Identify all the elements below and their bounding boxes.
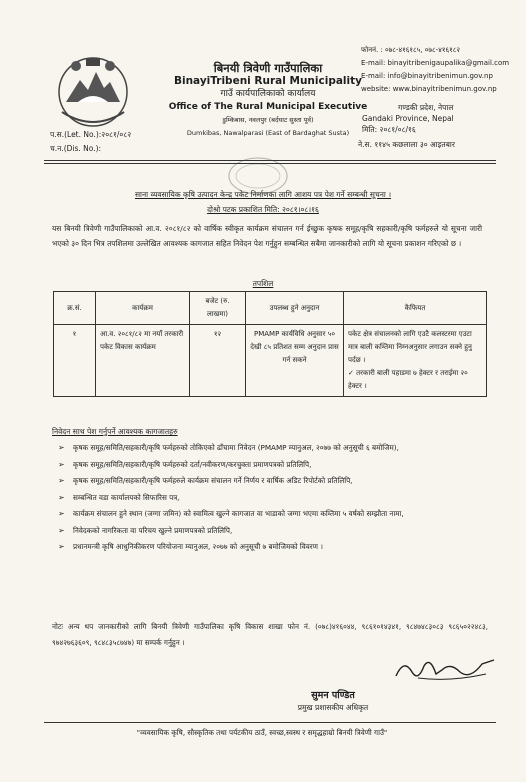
letter-date: मिति: २०८१/०८/१६	[362, 125, 416, 134]
phone-number: फोननं. : ०७८-४१६१८५, ०७८-४१६१८२	[361, 46, 461, 54]
website: website: www.binayitribenimun.gov.np	[361, 85, 497, 93]
program-table	[53, 291, 487, 397]
col-header-grant: उपलब्ध हुने अनुदान	[246, 292, 344, 325]
cell-grant: PMAMP कार्यविधि अनुसार ५० देखी ८५ प्रतिशत सम्म अनुदान प्रास गर्न सकने	[246, 325, 344, 397]
list-item: ➢ कृषक समूह/समिति/सहकारी/कृषि फर्महरुको दर्ता/नवीकरण/करचुक्ता प्रमाणपत्रको प्रतिलिपि,	[58, 458, 490, 473]
nepal-sambat-date: ने.स. ११४५ कछलाला ३० आइतबार	[358, 140, 455, 149]
requirements-title: निवेदन साथ पेश गर्नुपर्ने आवश्यक कागजातहरु	[52, 427, 178, 436]
col-header-program: कार्यक्रम	[96, 292, 190, 325]
remarks-line-2: ✓ तरकारी बाली पहाडमा ७ हेक्टर र तराईमा २० हेक्टर ।	[348, 369, 468, 390]
address-np: डुम्किबास, नवलपुर (बर्दघाट सुस्ता पूर्व)	[222, 116, 314, 124]
signatory-name: सुमन पण्डित	[311, 690, 355, 701]
list-item: ➢ प्रधानमन्त्री कृषि आधुनिकीकरण परियोजना म्यानुअल, २०७७ को अनुसूची ७ बमोजिमको विवरण ।	[58, 540, 490, 555]
email-2: E-mail: info@binayitribenimun.gov.np	[361, 72, 493, 80]
office-name-en: Office of The Rural Municipal Executive	[168, 102, 368, 112]
municipality-name-np: बिनयी त्रिवेणी गाउँपालिका	[213, 61, 323, 75]
footer-slogan: "व्यवसायिक कृषि, सौस्कृतिक तथा पर्यटकीय ठाउँ, स्वच्छ,स्वस्थ र समृद्धहाम्रो बिनयी त्रिवेणी गाउँ"	[136, 728, 388, 737]
list-item: ➢ कार्यक्रम संचालन हुने स्थान (जग्गा जमिन) को स्वामित्व खुल्ने कागजात वा भाडाको जग्गा भएमा कम्तिमा ५ वर्षको सम्झौता नामा,	[58, 507, 490, 522]
arrow-bullet-icon: ➢	[58, 542, 65, 551]
table-row	[54, 325, 487, 397]
address-en: Dumkibas, Nawalparasi (East of Bardaghat Susta)	[186, 129, 350, 137]
dispatch-number: च.न.(Dis. No.):	[50, 144, 102, 153]
table-label: तपशिल	[252, 279, 274, 288]
email-1: E-mail: binayitribenigaupalika@gmail.com	[361, 59, 510, 67]
table-header-row	[54, 292, 487, 325]
arrow-bullet-icon: ➢	[58, 525, 65, 535]
signatory-title: प्रमुख प्रशासकीय अधिकृत	[297, 703, 369, 712]
cell-program: आ.व. २०८१/८२ मा नयाँ तरकारी पकेट विकास कार्यक्रम	[96, 325, 190, 397]
arrow-bullet-icon: ➢	[58, 443, 65, 452]
signatory-block	[268, 689, 398, 714]
contact-block	[361, 44, 521, 96]
remarks-line-1: पकेट क्षेत्र संचालनको लागि एउटै कलस्टरमा एउटा मात्र बाली कम्तिमा निम्नअनुसार लगाउन सक्ने हुनु पर्दछ ।	[348, 330, 472, 364]
footer-divider	[44, 722, 496, 723]
contact-note: नोटः अन्य थप जानकारीको लागि बिनयी त्रिवेणी गाउँपालिका कृषि विकास शाखा फोन नं. (०७८)४१६०४४, ९८६१०१४३४१, ९८४७४८३०८३ ९८६५०२२४८३, ९७४२७६३६०९, ९८४८३५८७४७) मा सम्पर्क गर्नुहुन ।	[52, 622, 488, 647]
header-divider-2	[44, 163, 496, 164]
arrow-bullet-icon: ➢	[58, 492, 65, 502]
col-header-remarks: कैफियत	[344, 292, 487, 325]
list-item: ➢ सम्बन्धित वडा कार्यालयको सिफारिस पत्र,	[58, 491, 490, 506]
list-item: ➢ कृषक समूह/समिति/सहकारी/कृषि फर्महरुले कार्यक्रम संचालन गर्ने निर्णय र वार्षिक अडिट रिपोर्टको प्रतिलिपि,	[58, 474, 490, 489]
list-item: ➢ निवेदकको नागरिकता वा परिचय खुल्ने प्रमाणपत्रको प्रतिलिपि,	[58, 524, 490, 539]
requirements-list	[58, 441, 490, 557]
arrow-bullet-icon: ➢	[58, 459, 65, 469]
publication-date: दोश्रो पटक प्रकाशित मिति: २०८१।०८।१६	[207, 205, 319, 214]
cell-remarks	[344, 325, 487, 397]
nepal-emblem-icon	[52, 50, 134, 130]
arrow-bullet-icon: ➢	[58, 509, 65, 518]
col-header-sn: क्र.सं.	[54, 292, 96, 325]
municipality-name-en: BinayiTribeni Rural Municipality	[173, 75, 362, 87]
list-item: ➢ कृषक समूह/समिति/सहकारी/कृषि फर्महरुको तोकिएको ढाँचामा निवेदन (PMAMP म्यानुअल, २०७७ को अनुसूची ६ बमोजिम),	[58, 441, 490, 456]
header-divider	[44, 160, 496, 161]
cell-sn: १	[54, 325, 96, 397]
reference-numbers	[50, 128, 131, 156]
province-np: गण्डकी प्रदेश, नेपाल	[398, 103, 454, 112]
notice-intro: यस बिनयी त्रिवेणी गाउँपालिकाको आ.व. २०८१/८२ को वार्षिक स्वीकृत कार्यक्रम संचालन गर्न ईच्छुक कृषक समूह/कृषि सहकारी/कृषि फर्महरुले यो सूचना जारी भएको ३० दिन भित्र तपशिलमा उल्लेखित आवश्यक कागजात सहित निवेदन पेश गर्नुहुन सम्बन्धित सबैमा जानकारीको लागि यो सूचना प्रकाशन गरिएको छ ।	[52, 224, 482, 248]
province-date-block	[358, 102, 518, 150]
signature-icon	[390, 652, 500, 686]
letter-number: प.स.(Let. No.):२०८१/०८२	[50, 130, 132, 139]
office-name-np: गाउँ कार्यपालिकाको कार्यालय	[220, 89, 316, 99]
cell-budget: १२	[190, 325, 246, 397]
col-header-budget: बजेट (रु. लाखमा)	[190, 292, 246, 325]
province-en: Gandaki Province, Nepal	[362, 114, 454, 123]
notice-subject: साना व्यवसायिक कृषि उत्पादन केन्द्र पकेट निर्माणका लागि आशय पत्र पेश गर्ने सम्बन्धी सूचना ।	[134, 190, 392, 199]
office-header	[150, 62, 386, 140]
arrow-bullet-icon: ➢	[58, 476, 65, 485]
